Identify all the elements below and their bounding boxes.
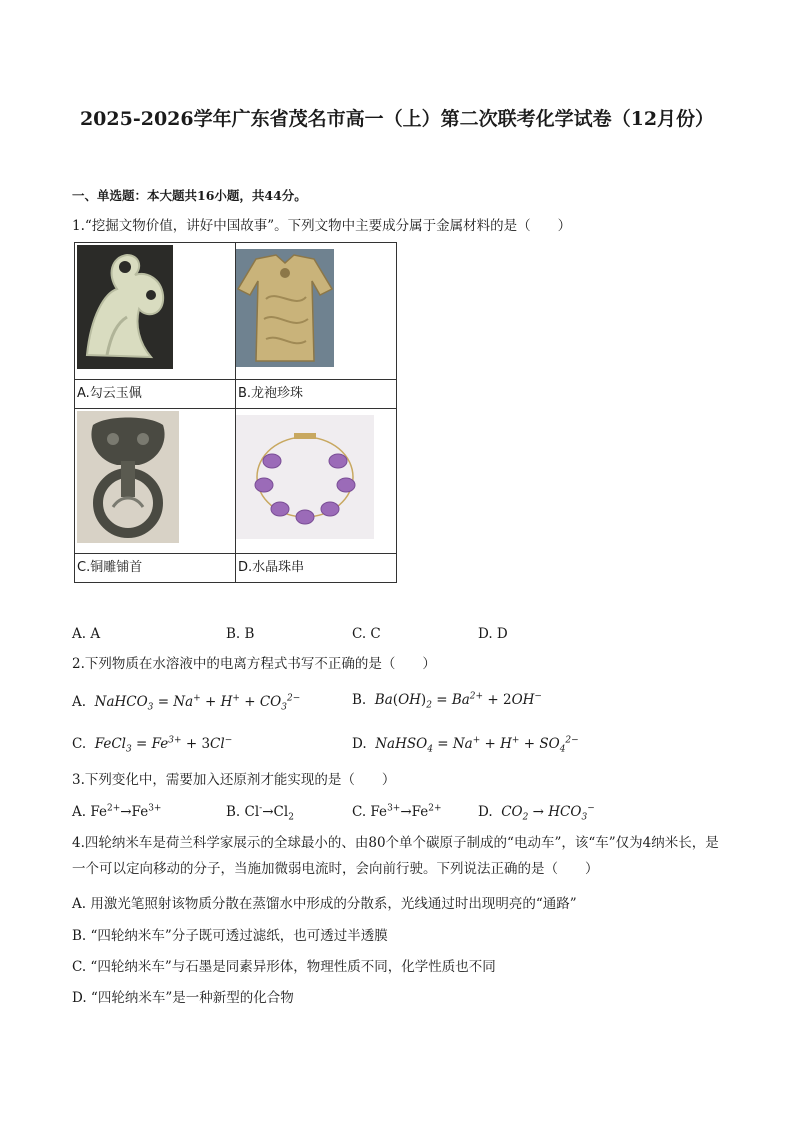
q1-option-d[interactable]: D. D — [478, 626, 508, 642]
q2-formula-b: $Ba(OH)_2 = Ba^{2+} + 2OH^-$ — [370, 691, 542, 711]
q2-option-a[interactable] — [72, 692, 300, 712]
q2-option-d[interactable] — [352, 734, 579, 754]
q2-formula-a: NaHCO$_3$ = $Na^+ + H^+ + CO_3^{2-}$ — [90, 693, 301, 713]
q3-formula-d: $CO_2 \to HCO_3^-$ — [496, 803, 595, 823]
q4-option-b[interactable]: B. “四轮纳米车”分子既可透过滤纸，也可透过半透膜 — [72, 928, 388, 944]
question-3-stem: 3.下列变化中，需要加入还原剂才能实现的是（ ） — [72, 772, 396, 788]
q3-label-b: B. — [226, 804, 241, 820]
caption-b: B.龙袍珍珠 — [236, 380, 397, 409]
question-2-stem: 2.下列物质在水溶液中的电离方程式书写不正确的是（ ） — [72, 656, 436, 672]
artifact-image-bronze-knocker — [75, 409, 236, 554]
page-title: 2025-2026学年广东省茂名市高一（上）第二次联考化学试卷（12月份） — [79, 108, 715, 130]
q3-label-c: C. — [352, 804, 367, 820]
q2-label-d: D. — [352, 736, 367, 752]
q2-formula-d: NaHSO$_4$ = $Na^+ + H^+ + SO_4^{2-}$ — [370, 735, 579, 755]
q3-label-a: A. — [72, 804, 87, 820]
caption-d: D.水晶珠串 — [236, 554, 397, 583]
q2-label-c: C. — [72, 736, 87, 752]
q4-option-a[interactable]: A. 用激光笔照射该物质分散在蒸馏水中形成的分散系，光线通过时出现明亮的“通路” — [72, 896, 577, 912]
q2-label-a: A. — [72, 694, 87, 710]
q2-option-c[interactable] — [72, 734, 232, 754]
section-heading: 一、单选题：本大题共16小题，共44分。 — [72, 188, 307, 203]
q3-option-b[interactable]: B. $Cl^-\to Cl_2$ — [226, 803, 294, 823]
artifact-image-jade-pendant — [75, 243, 236, 380]
caption-a: A.勾云玉佩 — [75, 380, 236, 409]
q2-option-b[interactable] — [352, 690, 542, 710]
artifact-image-crystal-bracelet — [236, 409, 397, 554]
q1-option-a[interactable]: A. A — [72, 626, 101, 642]
question-1-stem: 1.“挖掘文物价值，讲好中国故事”。下列文物中主要成分属于金属材料的是（ ） — [72, 218, 572, 234]
q4-option-d[interactable]: D. “四轮纳米车”是一种新型的化合物 — [72, 990, 294, 1006]
artifact-table — [74, 242, 397, 583]
q3-label-d: D. — [478, 804, 493, 820]
q4-option-c[interactable]: C. “四轮纳米车”与石墨是同素异形体，物理性质不同，化学性质也不同 — [72, 959, 496, 975]
question-4-stem: 4.四轮纳米车是荷兰科学家展示的全球最小的、由80个单个碳原子制成的“电动车”，该“车”仅为4纳米长，是一个可以定向移动的分子，当施加微弱电流时，会向前行驶。下列说法正确的是（ ） — [72, 835, 719, 877]
q3-option-c[interactable]: C. $Fe^{3+}\to Fe^{2+}$ — [352, 803, 442, 820]
q3-option-d[interactable] — [478, 802, 595, 822]
q2-label-b: B. — [352, 692, 367, 708]
q2-formula-c: FeCl$_3$ = $Fe^{3+} + 3Cl^-$ — [90, 735, 233, 755]
q3-option-a[interactable]: A. $Fe^{2+}\to Fe^{3+}$ — [72, 803, 162, 820]
artifact-image-dragon-robe — [236, 243, 397, 380]
caption-c: C.铜雕铺首 — [75, 554, 236, 583]
q1-option-c[interactable]: C. C — [352, 626, 381, 642]
q1-option-b[interactable]: B. B — [226, 626, 255, 642]
